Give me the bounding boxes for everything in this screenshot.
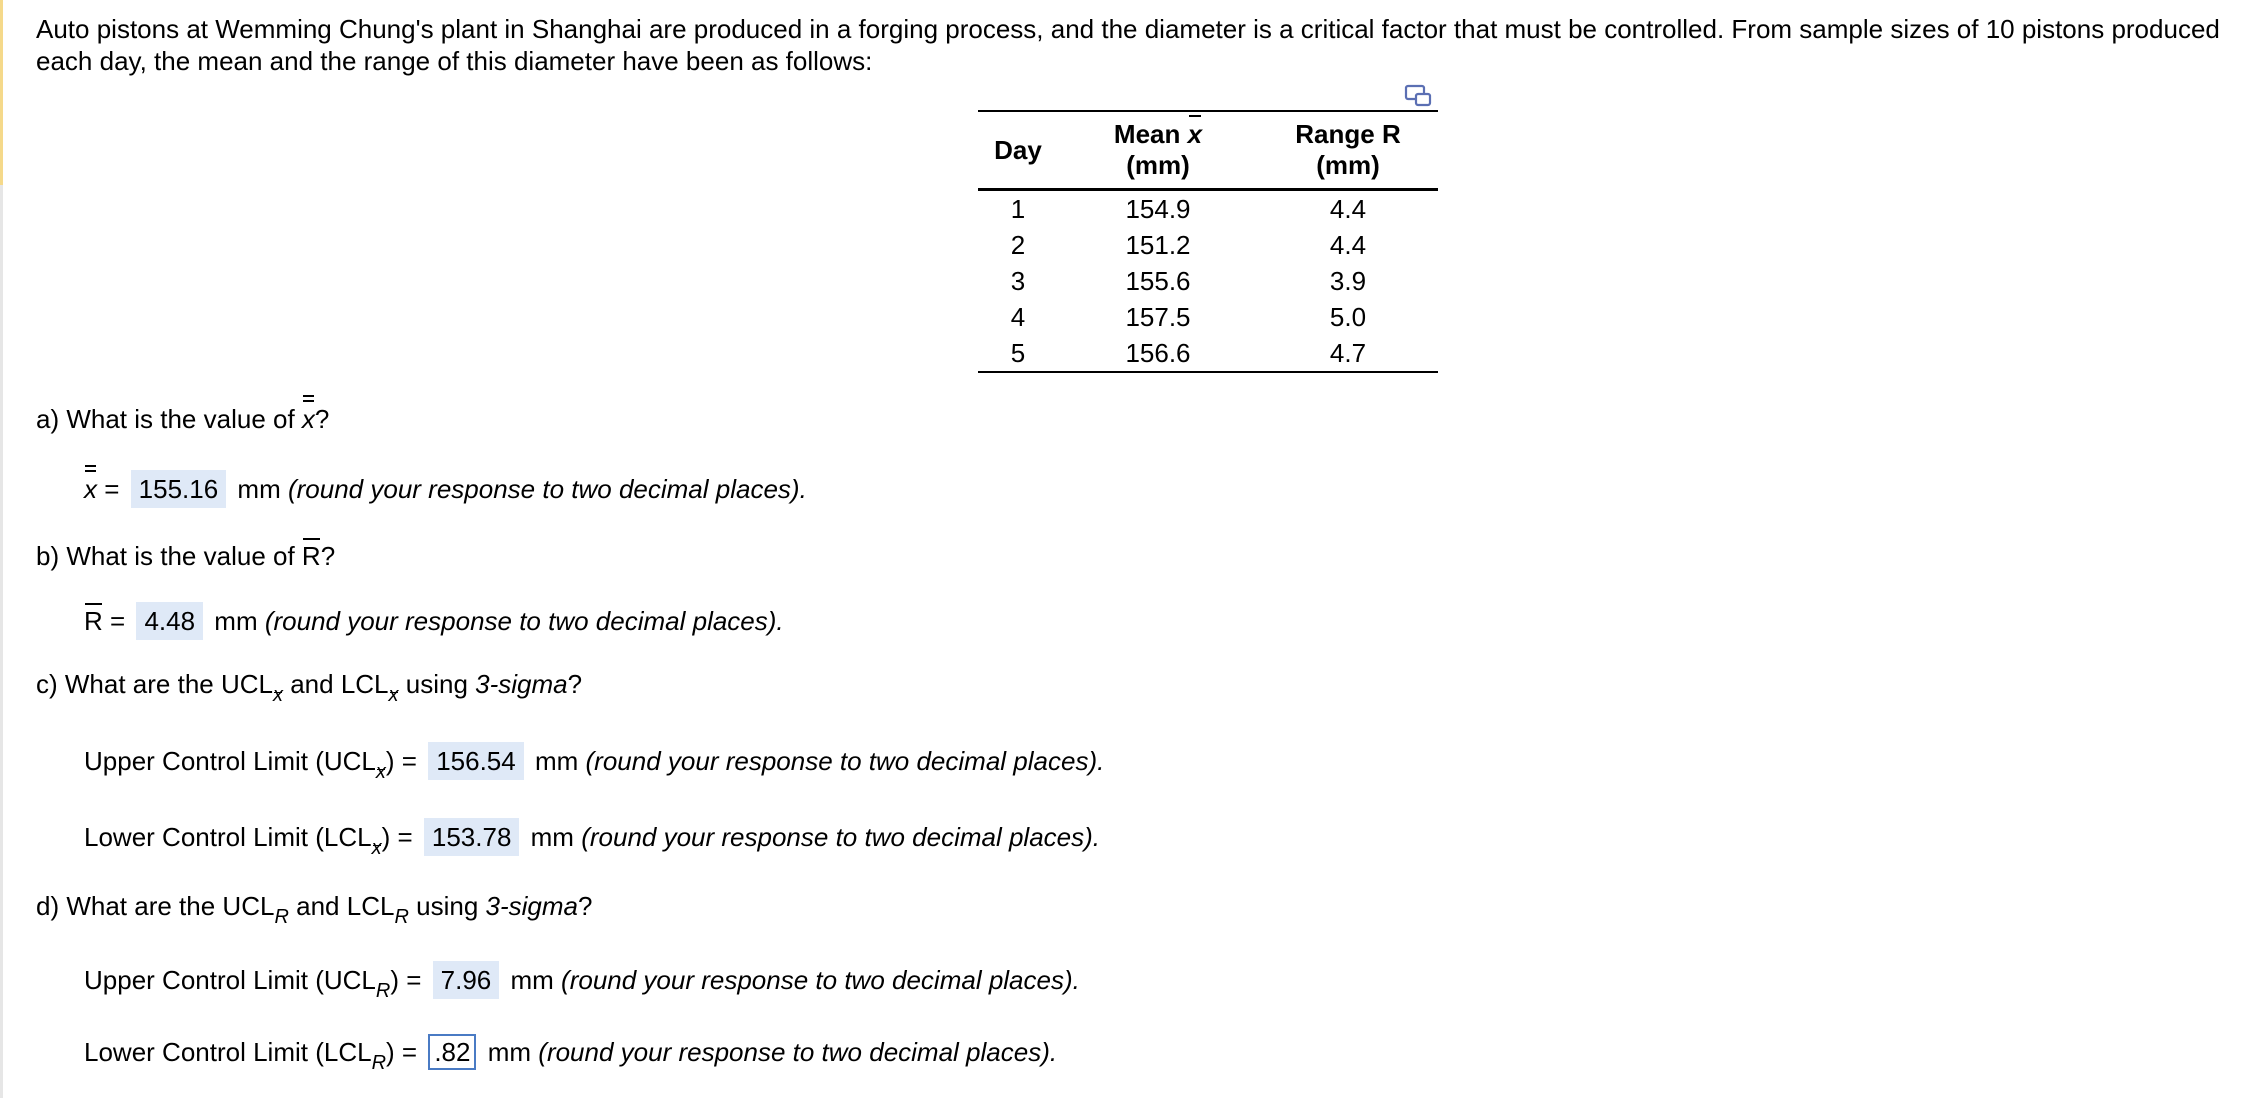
r-subscript: R	[274, 906, 289, 928]
lcl-r-label: Lower Control Limit (LCL	[84, 1037, 372, 1067]
question-c-using: using	[405, 669, 468, 699]
question-a-text: a) What is the value of	[36, 404, 295, 434]
rbar-symbol: R	[84, 606, 103, 636]
cell-range: 4.4	[1329, 193, 1367, 224]
question-c: c) What are the $UCL_x$ and $LCL_x$ using 3-sigma?	[36, 669, 583, 706]
header-mean-unit: (mm)	[1126, 150, 1190, 180]
rbar-symbol: R	[301, 541, 321, 571]
answer-b-value[interactable]: 4.48	[136, 602, 203, 640]
equals-sign: ) =	[386, 1037, 418, 1067]
equals-sign: =	[104, 474, 120, 504]
rounding-note: (round your response to two decimal places).	[287, 474, 807, 504]
unit-label: mm	[487, 1037, 532, 1067]
question-d-using: using	[416, 891, 479, 921]
cell-day: 3	[1010, 265, 1026, 296]
sigma-label: 3-sigma	[475, 669, 568, 699]
question-d	[36, 891, 593, 928]
header-mean-symbol: x	[1187, 119, 1203, 149]
table-row	[978, 263, 1438, 299]
answer-d-lcl-input[interactable]: .82	[428, 1034, 476, 1070]
unit-label: mm	[530, 822, 574, 852]
cell-range: 5.0	[1329, 301, 1367, 332]
question-b	[36, 541, 335, 572]
question-d-end: ?	[578, 891, 593, 921]
cell-day: 1	[1010, 193, 1026, 224]
cell-day: 5	[1010, 337, 1026, 368]
cell-day: 2	[1010, 229, 1026, 260]
equals-sign: ) =	[381, 822, 413, 852]
table-row	[978, 190, 1438, 228]
cell-mean: 157.5	[1125, 301, 1191, 332]
question-a-end: ?	[314, 404, 330, 434]
question-b-text: b) What is the value of	[36, 541, 295, 571]
question-c-end: ?	[567, 669, 583, 699]
header-range	[1258, 111, 1438, 190]
rounding-note: (round your response to two decimal places).	[264, 606, 784, 636]
cell-range: 4.7	[1329, 337, 1367, 368]
answer-c-ucl-value[interactable]: 156.54	[428, 742, 524, 780]
cell-mean: 154.9	[1125, 193, 1191, 224]
header-range-unit: (mm)	[1316, 150, 1380, 180]
xdoublebar-symbol: x	[84, 474, 97, 504]
header-day: Day	[994, 134, 1042, 165]
cell-range: 3.9	[1329, 265, 1367, 296]
lcl-x-label: Lower Control Limit (LCL	[84, 822, 372, 852]
table-row	[978, 227, 1438, 263]
xdoublebar-symbol: x	[301, 404, 315, 434]
unit-label: mm	[214, 606, 258, 636]
answer-c-ucl-row: Upper Control Limit $(UCL_x) = 156.54$ mm (round your response to two decimal places).	[84, 742, 1104, 780]
cell-mean: 151.2	[1125, 229, 1191, 260]
answer-d-ucl-value[interactable]: 7.96	[433, 961, 500, 999]
answer-a-value[interactable]: 155.16	[131, 470, 227, 508]
sigma-label: 3-sigma	[485, 891, 578, 921]
problem-statement: Auto pistons at Wemming Chung's plant in Shanghai are produced in a forging process, and the diameter is a critical factor that must be controlled. From sample sizes of 10 pistons produced each day, the mean and the range of this diameter have been as follows:	[36, 14, 2220, 76]
r-subscript: R	[371, 1052, 387, 1074]
table-header-row	[978, 111, 1438, 190]
answer-d-lcl-row	[84, 1034, 1058, 1074]
r-subscript: R	[375, 980, 391, 1002]
question-b-end: ?	[320, 541, 336, 571]
answer-a-row	[84, 470, 807, 508]
rounding-note: (round your response to two decimal places).	[581, 822, 1101, 852]
table-row	[978, 299, 1438, 335]
answer-d-ucl-row	[84, 961, 1080, 1002]
question-a	[36, 404, 329, 435]
cell-mean: 155.6	[1125, 265, 1191, 296]
left-margin-strip	[0, 0, 3, 1098]
answer-b-row	[84, 602, 784, 640]
header-range-label: Range R	[1295, 119, 1401, 149]
rounding-note: (round your response to two decimal places).	[538, 1037, 1058, 1067]
ucl-r-label: Upper Control Limit (UCL	[84, 965, 376, 995]
cell-mean: 156.6	[1125, 337, 1191, 368]
header-mean	[1058, 111, 1258, 190]
unit-label: mm	[510, 965, 554, 995]
data-table	[978, 110, 1438, 373]
copy-table-icon[interactable]	[1404, 84, 1434, 108]
rounding-note: (round your response to two decimal places).	[561, 965, 1080, 995]
equals-sign: ) =	[390, 965, 422, 995]
equals-sign: =	[110, 606, 126, 636]
rounding-note: (round your response to two decimal places).	[585, 746, 1105, 776]
ucl-x-label: Upper Control Limit (UCL	[84, 746, 376, 776]
table-row	[978, 335, 1438, 372]
progress-marker	[0, 0, 3, 185]
header-mean-label: Mean	[1113, 119, 1181, 149]
answer-c-lcl-value[interactable]: 153.78	[424, 818, 520, 856]
answer-c-lcl-row: Lower Control Limit $(LCL_x) = 153.78$ mm (round your response to two decimal places).	[84, 818, 1100, 856]
cell-day: 4	[1010, 301, 1026, 332]
equals-sign: ) =	[385, 746, 417, 776]
unit-label: mm	[237, 474, 281, 504]
question-c-text: c) What are the UCL	[36, 669, 273, 699]
cell-range: 4.4	[1329, 229, 1367, 260]
r-subscript: R	[394, 906, 409, 928]
unit-label: mm	[534, 746, 579, 776]
question-d-and: and LCL	[296, 891, 395, 921]
question-d-text: d) What are the UCL	[36, 891, 275, 921]
question-c-and: and LCL	[290, 669, 389, 699]
